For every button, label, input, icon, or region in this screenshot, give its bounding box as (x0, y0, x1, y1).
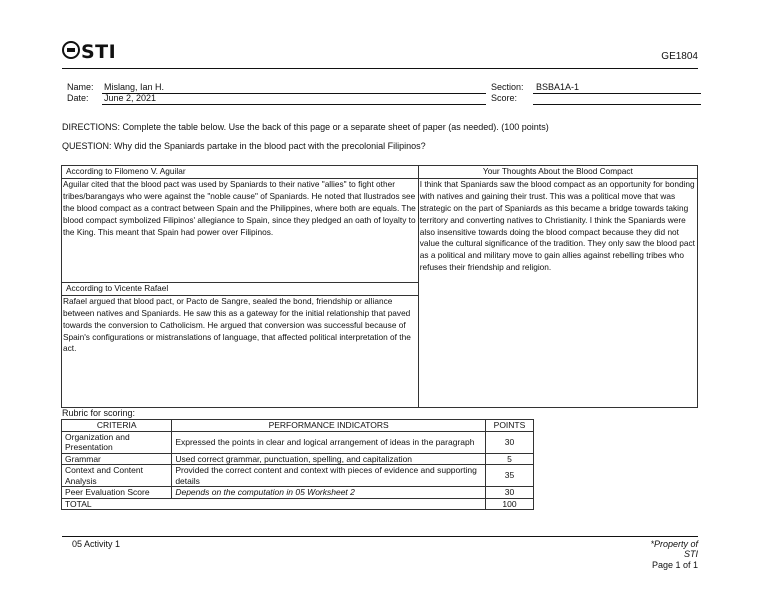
section-value: BSBA1A-1 (536, 82, 580, 92)
header-rule (62, 68, 698, 69)
course-code: GE1804 (661, 51, 698, 62)
rafael-header: According to Vicente Rafael (62, 282, 419, 295)
rubric-row (62, 487, 534, 499)
aguilar-header: According to Filomeno V. Aguilar (62, 166, 419, 179)
rubric-total-row (62, 498, 534, 510)
footer-page: Page 1 of 1 (651, 560, 698, 570)
name-label: Name: (67, 82, 94, 92)
date-value: June 2, 2021 (104, 93, 157, 103)
name-value: Mislang, Ian H. (104, 82, 165, 92)
thoughts-cell[interactable]: I think that Spaniards saw the blood compact as an opportunity for bonding with natives and gaining their trust. This was a political move that was strategic on the part of Spaniards as this became a bridge towards taking territory and converting natives to Christianity. I think the Spaniards were also insensitive towards doing the blood compact because they did not value the cultural significance of the tradition. They only saw the blood pact as a political and military move to gain allies against rebelling tribes who refuses their friendship and religion. (418, 178, 697, 407)
rubric-criteria: Organization and Presentation (62, 431, 172, 453)
rubric-criteria: Grammar (62, 453, 172, 465)
rubric-row (62, 431, 534, 453)
section-label: Section: (491, 82, 524, 92)
footer-activity: 05 Activity 1 (72, 539, 121, 549)
points-header: POINTS (485, 420, 533, 432)
date-field[interactable] (102, 93, 486, 105)
rafael-cell[interactable]: Rafael argued that blood pact, or Pacto de Sangre, sealed the bond, friendship or alliance between natives and Spaniards. He saw this as a gateway for the initial relationship that paved towards the conversion to Catholicism. He argued that conversion was successful because of Spain's configurations or mistranslations of language, that affected political interpretation of the act. (62, 295, 419, 407)
rubric-row (62, 465, 534, 487)
rubric-criteria: Context and Content Analysis (62, 465, 172, 487)
sti-logo-text: STI (81, 41, 117, 63)
question: QUESTION: Why did the Spaniards partake in the blood pact with the precolonial Filipinos? (62, 141, 426, 151)
rubric-total-points: 100 (485, 498, 533, 510)
thoughts-header: Your Thoughts About the Blood Compact (418, 166, 697, 179)
rubric-row (62, 453, 534, 465)
rubric-indicator: Expressed the points in clear and logical arrangement of ideas in the paragraph (172, 431, 486, 453)
rubric-indicator: Used correct grammar, punctuation, spelling, and capitalization (172, 453, 486, 465)
rubric-points: 35 (485, 465, 533, 487)
rubric-indicator: Depends on the computation in 05 Worksheet 2 (172, 487, 486, 499)
criteria-header: CRITERIA (62, 420, 172, 432)
answer-table (61, 165, 698, 408)
directions: DIRECTIONS: Complete the table below. Use the back of this page or a separate sheet of paper (as needed). (100 points) (62, 122, 549, 132)
aguilar-cell[interactable]: Aguilar cited that the blood pact was used by Spaniards to their native "allies" to fight other tribes/barangays who were against the "noble cause" of Spaniards. He noted that Ilustrados see the blood compact as a contract between Spain and the Philippines, where both are equals. The blood compact symbolized Filipinos' allegiance to Spain, since they pledged an oath of loyalty to the King. This meant that Spain had power over Filipinos. (62, 178, 419, 282)
indicators-header: PERFORMANCE INDICATORS (172, 420, 486, 432)
rubric-title: Rubric for scoring: (62, 408, 136, 418)
score-field[interactable] (533, 93, 701, 105)
date-label: Date: (67, 93, 89, 103)
rubric-table (61, 419, 534, 510)
sti-logo (62, 41, 116, 63)
rubric-total-label: TOTAL (62, 498, 486, 510)
footer-property: *Property of STI (650, 539, 698, 559)
rubric-points: 5 (485, 453, 533, 465)
sti-logo-icon (62, 41, 80, 59)
rubric-criteria: Peer Evaluation Score (62, 487, 172, 499)
rubric-points: 30 (485, 487, 533, 499)
rubric-points: 30 (485, 431, 533, 453)
footer-rule (62, 536, 698, 537)
score-label: Score: (491, 93, 518, 103)
rubric-indicator: Provided the correct content and context with pieces of evidence and supporting details (172, 465, 486, 487)
